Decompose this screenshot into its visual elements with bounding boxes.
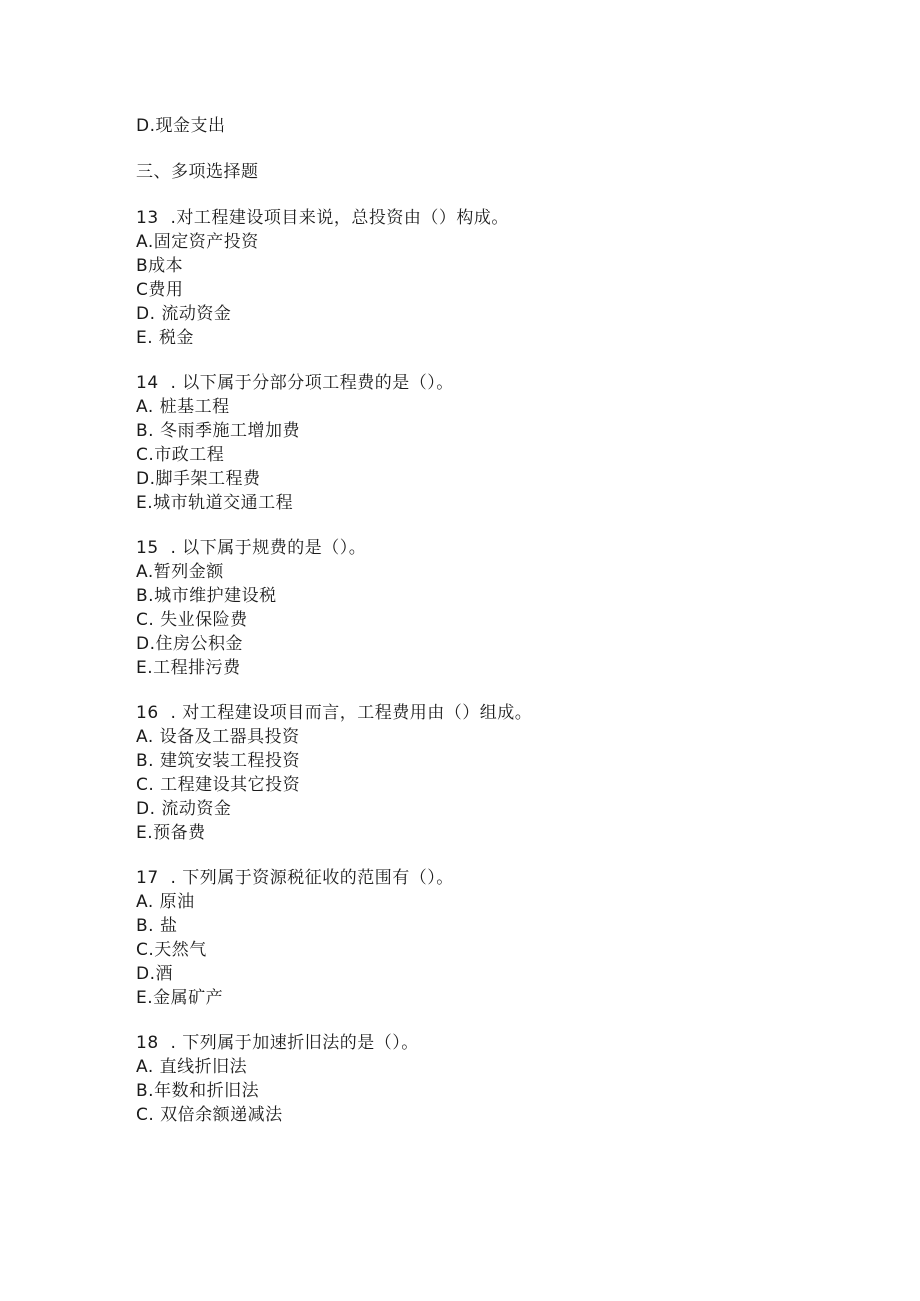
- option-c: C.天然气: [136, 940, 207, 960]
- previous-question-option-d: D.现金支出: [136, 116, 226, 136]
- question-stem: 16 . 对工程建设项目而言，工程费用由（）组成。: [136, 703, 533, 723]
- document-page: [136, 114, 816, 1148]
- question-14: [136, 371, 816, 515]
- question-18: [136, 1031, 816, 1127]
- option-c: C. 失业保险费: [136, 610, 248, 630]
- option-d: D. 流动资金: [136, 304, 232, 324]
- question-13: [136, 206, 816, 350]
- option-b: B.年数和折旧法: [136, 1081, 260, 1101]
- question-15: [136, 536, 816, 680]
- option-b: B. 盐: [136, 916, 178, 936]
- question-stem: 18 . 下列属于加速折旧法的是（）。: [136, 1033, 419, 1053]
- section-title: 三、多项选择题: [136, 162, 259, 182]
- question-stem: 14 . 以下属于分部分项工程费的是（）。: [136, 373, 454, 393]
- option-b: B成本: [136, 256, 184, 276]
- question-stem: 13 .对工程建设项目来说，总投资由（）构成。: [136, 208, 509, 228]
- question-stem: 17 . 下列属于资源税征收的范围有（）。: [136, 868, 454, 888]
- option-a: A. 直线折旧法: [136, 1057, 248, 1077]
- option-c: C. 工程建设其它投资: [136, 775, 301, 795]
- option-c: C费用: [136, 280, 184, 300]
- option-a: A. 设备及工器具投资: [136, 727, 300, 747]
- option-b: B. 建筑安装工程投资: [136, 751, 300, 771]
- option-e: E.预备费: [136, 823, 206, 843]
- option-a: A. 原油: [136, 892, 195, 912]
- question-16: [136, 701, 816, 845]
- option-e: E. 税金: [136, 328, 195, 348]
- question-stem: 15 . 以下属于规费的是（）。: [136, 538, 367, 558]
- option-e: E.城市轨道交通工程: [136, 493, 294, 513]
- option-a: A.暂列金额: [136, 562, 224, 582]
- option-b: B.城市维护建设税: [136, 586, 277, 606]
- option-d: D.住房公积金: [136, 634, 243, 654]
- option-d: D.脚手架工程费: [136, 469, 261, 489]
- option-b: B. 冬雨季施工增加费: [136, 421, 300, 441]
- option-e: E.工程排污费: [136, 658, 241, 678]
- option-a: A. 桩基工程: [136, 397, 230, 417]
- option-c: C.市政工程: [136, 445, 225, 465]
- option-a: A.固定资产投资: [136, 232, 259, 252]
- option-e: E.金属矿产: [136, 988, 224, 1008]
- question-17: [136, 866, 816, 1010]
- option-d: D. 流动资金: [136, 799, 232, 819]
- option-d: D.酒: [136, 964, 173, 984]
- option-c: C. 双倍余额递减法: [136, 1105, 283, 1125]
